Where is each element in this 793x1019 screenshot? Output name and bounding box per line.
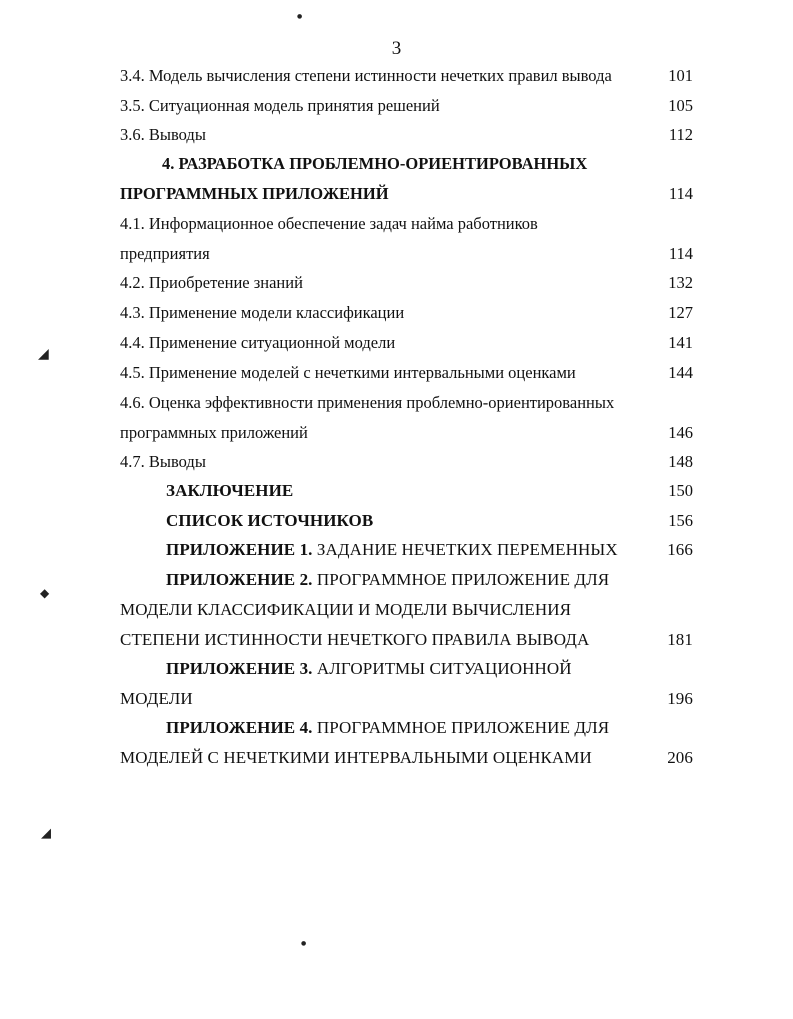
toc-entry-label: ПРОГРАММНЫХ ПРИЛОЖЕНИЙ <box>120 184 389 203</box>
toc-entry-page: 156 <box>668 511 693 530</box>
toc-entry-label <box>166 713 609 743</box>
toc-entry-page: 196 <box>667 689 693 708</box>
toc-appendix-4-line2 <box>120 743 693 773</box>
toc-entry-label: 4.1. Информационное обеспечение задач найма работников <box>120 214 538 233</box>
toc-entry-page: 114 <box>668 244 693 263</box>
toc-entry-page: 150 <box>668 481 693 500</box>
toc-entry-label: предприятия <box>120 244 210 263</box>
toc-entry-page: 141 <box>668 333 693 352</box>
toc-entry-4-1-line1 <box>120 209 693 239</box>
toc-entry-label: 4.4. Применение ситуационной модели <box>120 333 396 352</box>
toc-entry-label: 4.7. Выводы <box>120 452 206 471</box>
toc-entry-label <box>166 565 609 595</box>
toc-entry-label: 4.6. Оценка эффективности применения проблемно-ориентированных <box>120 393 615 412</box>
toc-entry-label: СТЕПЕНИ ИСТИННОСТИ НЕЧЕТКОГО ПРАВИЛА ВЫВОДА <box>120 630 590 649</box>
toc-entry-label: СПИСОК ИСТОЧНИКОВ <box>166 511 374 530</box>
toc-entry-label: 4. РАЗРАБОТКА ПРОБЛЕМНО-ОРИЕНТИРОВАННЫХ <box>162 154 588 173</box>
appendix-title: ПРИЛОЖЕНИЕ 2. <box>166 570 313 589</box>
appendix-subtitle: АЛГОРИТМЫ СИТУАЦИОННОЙ <box>312 659 572 678</box>
toc-entry-label <box>166 654 572 684</box>
toc-entry-4-4 <box>120 328 693 358</box>
toc-entry-page: 146 <box>668 423 693 442</box>
toc-entry-label <box>166 535 618 565</box>
toc-entry-label: 4.3. Применение модели классификации <box>120 303 405 322</box>
toc-entry-page: 114 <box>668 184 693 203</box>
toc-entry-3-4 <box>120 61 693 91</box>
toc-sources <box>120 506 693 536</box>
toc-appendix-2-line2 <box>120 595 693 625</box>
toc-chapter-4-line1 <box>118 149 691 179</box>
toc-appendix-4-line1 <box>120 713 693 743</box>
appendix-subtitle: ПРОГРАММНОЕ ПРИЛОЖЕНИЕ ДЛЯ <box>312 570 610 589</box>
toc-entry-4-6-line2 <box>120 418 693 448</box>
appendix-title: ПРИЛОЖЕНИЕ 3. <box>166 659 313 678</box>
toc-entry-3-5 <box>120 91 693 121</box>
toc-appendix-3-line2 <box>120 684 693 714</box>
appendix-title: ПРИЛОЖЕНИЕ 1. <box>166 540 313 559</box>
toc-entry-4-5 <box>120 358 693 388</box>
toc-appendix-3-line1 <box>120 654 693 684</box>
toc-entry-label: 3.4. Модель вычисления степени истинности нечетких правил вывода <box>120 66 612 85</box>
toc-entry-4-6-line1 <box>120 388 693 418</box>
toc-entry-page: 101 <box>668 66 693 85</box>
scan-speck: ● <box>301 940 307 947</box>
page-number: 3 <box>391 38 402 59</box>
scan-speck: ◢ <box>41 826 51 841</box>
toc-appendix-2-line1 <box>120 565 693 595</box>
toc-entry-4-2 <box>120 268 693 298</box>
toc-entry-label: 3.6. Выводы <box>120 125 206 144</box>
toc-chapter-4-line2 <box>120 179 693 209</box>
toc-entry-page: 166 <box>667 540 693 559</box>
toc-entry-4-7 <box>120 447 693 477</box>
toc-entry-page: 132 <box>668 273 693 292</box>
toc-entry-label: 3.5. Ситуационная модель принятия решений <box>120 96 440 115</box>
appendix-title: ПРИЛОЖЕНИЕ 4. <box>166 718 313 737</box>
toc-entry-page: 127 <box>668 303 693 322</box>
toc-entry-page: 181 <box>667 630 693 649</box>
scan-speck: ● <box>297 13 303 20</box>
toc-entry-page: 148 <box>668 452 693 471</box>
scan-speck: ◆ <box>40 586 50 600</box>
toc-entry-label: МОДЕЛИ КЛАССИФИКАЦИИ И МОДЕЛИ ВЫЧИСЛЕНИЯ <box>120 600 572 619</box>
appendix-subtitle: ЗАДАНИЕ НЕЧЕТКИХ ПЕРЕМЕННЫХ <box>312 540 618 559</box>
toc-entry-label: 4.5. Применение моделей с нечеткими интервальными оценками <box>120 363 576 382</box>
toc-conclusion <box>120 476 693 506</box>
scan-speck: ◢ <box>38 346 49 362</box>
toc-appendix-1 <box>120 535 693 565</box>
toc-appendix-2-line3 <box>120 625 693 655</box>
toc-entry-label: программных приложений <box>120 423 308 442</box>
toc-entry-4-3 <box>120 298 693 328</box>
toc-entry-label: МОДЕЛЕЙ С НЕЧЕТКИМИ ИНТЕРВАЛЬНЫМИ ОЦЕНКАМИ <box>120 748 592 767</box>
toc-entry-page: 206 <box>667 748 693 767</box>
toc-entry-page: 105 <box>668 96 693 115</box>
toc-entry-label: МОДЕЛИ <box>120 689 193 708</box>
toc-entry-label: 4.2. Приобретение знаний <box>120 273 303 292</box>
toc-entry-page: 112 <box>668 125 693 144</box>
toc-entry-page: 144 <box>668 363 693 382</box>
toc-entry-3-6 <box>120 120 693 150</box>
appendix-subtitle: ПРОГРАММНОЕ ПРИЛОЖЕНИЕ ДЛЯ <box>312 718 610 737</box>
toc-entry-4-1-line2 <box>120 239 693 269</box>
toc-entry-label: ЗАКЛЮЧЕНИЕ <box>166 481 294 500</box>
